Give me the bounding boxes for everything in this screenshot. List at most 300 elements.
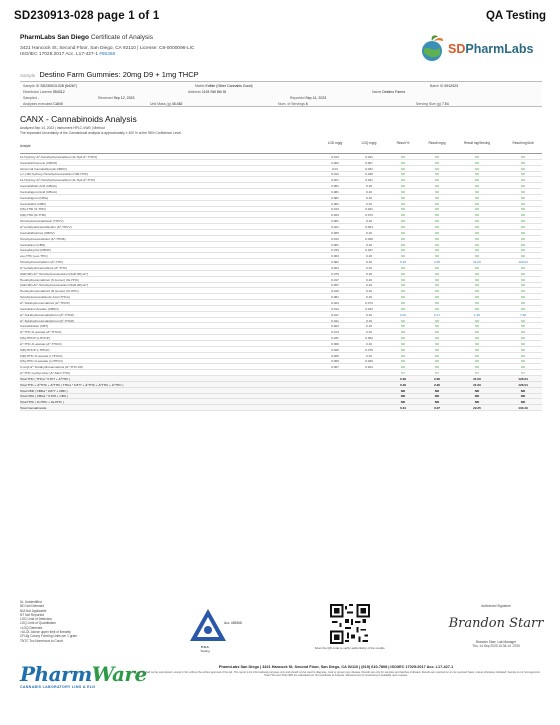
cell-pct: NT [400, 371, 406, 376]
cell-loq: 0.16 [365, 195, 373, 200]
cell-pct: ND [400, 359, 406, 364]
cell-an: 3-octyl-Δ⁹-Tetrahydrocannabinol (Δ⁹-THC-C8) [20, 365, 83, 370]
pjla-accreditation [184, 607, 254, 657]
cell-unit: ND [520, 236, 526, 241]
cell-an: exo-THC (exo-THC) [20, 254, 48, 259]
uncertainty-line: The expanded Uncertainty of the Cannabinoid analysis is approximately ± 400 % at the 95% Confidence Level [20, 130, 181, 135]
cell-loq: 0.16 [365, 277, 373, 282]
lab-address [20, 46, 250, 58]
cell-mg: ND [434, 359, 440, 364]
signature-label: Authorized Signature [481, 604, 511, 608]
col-lod: LOD mg/g [327, 141, 343, 145]
cell-an: Δ⁸-tetrahydrocannabivarin (Δ⁸-THCV) [20, 225, 72, 230]
sample-info-box [20, 81, 542, 107]
cell-unit: ND [520, 295, 526, 300]
cell-unit: ND [520, 248, 526, 253]
cell-loq: 0.16 [365, 330, 373, 335]
cell-lod: 0.081 [331, 242, 339, 247]
info-row-3: Sampled - Received Sep 12, 2023 Reported Sep 14, 2023 [23, 96, 327, 100]
cell-an: Tetrahydrocannabinol (Δ⁹-THC) [20, 260, 64, 265]
cell-pct: ND [400, 207, 406, 212]
cannabinoid-table [20, 140, 542, 411]
cell-unit: ND [520, 265, 526, 270]
cell-srv: ND [474, 242, 480, 247]
col-result-unit: Result mg/Unit [512, 141, 534, 145]
cell-srv: ND [474, 271, 480, 276]
cell-srv: ND [474, 219, 480, 224]
cell-loq: 0.039 [365, 236, 373, 241]
cell-unit: ND [520, 341, 526, 346]
cell-an: Cannabicyclol (CBDP) [20, 248, 51, 253]
cell-lod: 0.003 [331, 254, 339, 259]
cell-srv: ND [474, 295, 480, 300]
cell-srv: ND [474, 336, 480, 341]
cell-srv: ND [474, 400, 480, 405]
cell-pct: ND [400, 230, 406, 235]
footer-disclaimer: This report shall not be reproduced, except in full, without the written approval of the lab. This report is for informational purposes only and should not be used to diagnose, treat or prevent any disease. Results are only for samples and batches indicated. Results are reported on an 'as received' basis, unless otherwise indicated. Sample is not homogenized. Total THC and Total CBD are calculated per the Certificate of Analysis. Measurement of uncertainty is available upon request. [131, 671, 541, 678]
cell-an: 9(R)-HHC-O-acetate (r-HHCO) [20, 353, 63, 358]
cell-an: Cannabichromene (CBDO) [20, 160, 58, 165]
section-meta [20, 126, 181, 135]
cell-srv: ND [474, 306, 480, 311]
cell-pct: ND [400, 394, 406, 399]
cell-unit: ND [520, 306, 526, 311]
cell-loq: 0.16 [365, 341, 373, 346]
status-label: QA Testing [485, 10, 546, 22]
cell-lod: 0.024 [331, 300, 339, 305]
cell-srv: ND [474, 160, 480, 165]
cell-loq: 0.073 [365, 213, 373, 218]
cell-mg: ND [434, 330, 440, 335]
cell-srv: ND [474, 277, 480, 282]
page-header [14, 10, 546, 26]
cell-loq: 0.16 [365, 353, 373, 358]
lab-name: PharmLabs San Diego [20, 34, 89, 41]
cell-mg: ND [434, 318, 440, 323]
cell-an: Cannabinol Acetate (CBNO) [20, 306, 59, 311]
cell-lod: 0.004 [331, 265, 339, 270]
cell-mg: ND [434, 242, 440, 247]
cell-srv: ND [474, 166, 480, 171]
cell-mg: ND [434, 394, 440, 399]
cell-unit: ND [520, 154, 526, 159]
cell-unit: 126.04 [518, 376, 528, 381]
cell-mg: ND [434, 400, 440, 405]
cell-pct: ND [400, 300, 406, 305]
cell-srv: ND [474, 341, 480, 346]
cell-lod: 0.066 [331, 341, 339, 346]
cell-loq: 0.16 [365, 189, 373, 194]
cell-lod: 0.012 [331, 172, 339, 177]
cell-unit: ND [520, 213, 526, 218]
cell-srv: ND [474, 324, 480, 329]
cell-unit: 133.43 [518, 406, 528, 411]
cell-loq: 0.043 [365, 306, 373, 311]
cell-pct: 0.29 [399, 382, 407, 387]
cell-srv: ND [474, 201, 480, 206]
cell-loq: 0.041 [365, 154, 373, 159]
cell-loq: 0.16 [365, 318, 373, 323]
section-title: CANX - Cannabinoids Analysis [20, 114, 137, 124]
cell-pct: ND [400, 172, 406, 177]
cell-mg: ND [434, 265, 440, 270]
cell-mg: ND [434, 306, 440, 311]
table-header [20, 140, 542, 154]
cell-pct: ND [400, 213, 406, 218]
legend-item: NT Not Reported [20, 612, 45, 617]
cell-an: Δ⁹-tetrahydrocannabinol (Δ⁹-THC) [20, 265, 68, 270]
cell-an: Δ⁸-Tetrahydrocannabinol (Δ⁸-THCP) [20, 300, 70, 305]
qr-code[interactable] [330, 604, 370, 644]
cell-srv: ND [474, 283, 480, 288]
cell-mg: 2.90 [433, 376, 441, 381]
cell-mg: ND [434, 324, 440, 329]
cell-an: Cannabidivarinol (CBDV) [20, 230, 55, 235]
cell-mg: 2.90 [433, 260, 441, 265]
sdpharmlabs-logo [418, 33, 538, 69]
cell-lod: 0.081 [331, 201, 339, 206]
cell-srv: ND [474, 225, 480, 230]
cell-an: Cannabigerol (CBG) [20, 195, 49, 200]
cell-loq: 0.079 [365, 347, 373, 352]
sample-title: Sample Destino Farm Gummies: 20mg D9 + 1mg THCP [20, 70, 199, 79]
legend-item: >ULOL Above upper limit of linearity [20, 630, 71, 635]
cell-unit: ND [520, 359, 526, 364]
cell-loq: 0.16 [365, 271, 373, 276]
cell-srv: ND [474, 230, 480, 235]
cell-an: Δ⁹-THC-O-acetate (Δ⁹-THCO) [20, 341, 62, 346]
cell-lod: 0.013 [331, 207, 339, 212]
cell-pct: ND [400, 365, 406, 370]
cell-mg: ND [434, 178, 440, 183]
cell-unit: ND [520, 400, 526, 405]
cell-srv: 21.00 [473, 260, 481, 265]
cell-lod: 0.005 [331, 230, 339, 235]
cell-loq: 0.16 [365, 260, 373, 265]
cell-unit: ND [520, 353, 526, 358]
cell-unit: ND [520, 289, 526, 294]
pharmware-logo: PharmWare CANNABIS LABORATORY LIMS & ELN [20, 662, 147, 689]
cell-srv: NT [474, 371, 480, 376]
cell-unit: 126.04 [518, 382, 528, 387]
cell-pct: ND [400, 341, 406, 346]
cell-an: Cannabicitran (CBT) [20, 324, 49, 329]
accreditation-link[interactable]: #85368 [99, 52, 116, 57]
cell-lod: 0.01 [331, 166, 339, 171]
col-result-pct: Result % [396, 141, 410, 145]
cell-mg: ND [434, 213, 440, 218]
cell-pct: ND [400, 189, 406, 194]
cell-mg: ND [434, 254, 440, 259]
cell-srv: ND [474, 172, 480, 177]
cell-an: Tetrahydrocannabivarin (THCV) [20, 219, 64, 224]
cell-pct: ND [400, 160, 406, 165]
cell-mg: 3.07 [433, 406, 441, 411]
pjla-acc-number: Acc. #85368 [224, 621, 242, 625]
cell-mg: ND [434, 154, 440, 159]
qr-caption: Scan the QR code to verify authenticity of the results. [314, 646, 386, 650]
cell-loq: 0.16 [365, 265, 373, 270]
cell-pct: ND [400, 184, 406, 189]
cell-pct: ND [400, 271, 406, 276]
cell-lod: 0.003 [331, 324, 339, 329]
legend-item: LOD Limit of Detection [20, 617, 53, 622]
cell-mg: 0.17 [433, 312, 441, 317]
cell-loq: 0.031 [365, 166, 373, 171]
cell-srv: ND [474, 318, 480, 323]
cell-pct: ND [400, 318, 406, 323]
cell-unit: ND [520, 160, 526, 165]
lab-address-line1: 3421 Hancock St, Second Floor, San Diego, CA 92110 | License: C8-0000096-LIC [20, 46, 195, 51]
cell-unit: 126.04 [518, 260, 528, 265]
signatory: Brandon Starr, Lab Manager Thu, 14 Sep 2023 10:34:14 -0700 [472, 640, 520, 648]
cell-pct: ND [400, 283, 406, 288]
cell-unit: ND [520, 283, 526, 288]
cell-mg: ND [434, 353, 440, 358]
cell-lod: 0.081 [331, 219, 339, 224]
cell-unit: ND [520, 178, 526, 183]
cell-loq: 0.16 [365, 254, 373, 259]
analyzed-line: Analyzed Sep 14, 2023 | Instrument HPLC-VWD | Method [20, 126, 105, 130]
cell-srv: 21.00 [473, 382, 481, 387]
cell-loq: 0.16 [365, 289, 373, 294]
cell-pct: ND [400, 154, 406, 159]
info-row-1: Sample ID SD230913-028 (64267) Matrix Edible (Other Cannabis Good) Batch ID 9912023 [23, 84, 459, 88]
cell-loq: 0.007 [365, 160, 373, 165]
cell-lod: 0.081 [331, 260, 339, 265]
info-row-2: Distributor License 554312 Address 1193 SW 8th St Name Destino Farms [23, 90, 406, 94]
cell-mg: ND [434, 300, 440, 305]
col-loq: LOQ mg/g [361, 141, 377, 145]
cell-srv: ND [474, 353, 480, 358]
cell-unit: ND [520, 230, 526, 235]
doc-type: Certificate of Analysis [90, 34, 153, 41]
cell-mg: 2.90 [433, 382, 441, 387]
cell-srv: ND [474, 189, 480, 194]
signature-script: Brandon Starr [448, 616, 544, 631]
cell-unit: ND [520, 324, 526, 329]
logo-wordmark: SDPharmLabs [448, 42, 534, 56]
cell-srv: ND [474, 394, 480, 399]
cell-unit: NT [520, 371, 526, 376]
cell-mg: ND [434, 166, 440, 171]
cell-srv: ND [474, 289, 480, 294]
cell-unit: ND [520, 184, 526, 189]
totals-row [20, 405, 542, 411]
cell-lod: 0.009 [331, 359, 339, 364]
cell-an: (6aR,9R)-Δ¹⁰-Tetrahydrocannabinol (6aR,9R)-Δ¹⁰) [20, 283, 89, 288]
legend-item: ND Not Detected [20, 604, 45, 609]
cell-pct: 0.29 [399, 376, 407, 381]
cell-unit: ND [520, 347, 526, 352]
cell-an: Abnormal Cannabidiol (ab-CBDO) [20, 166, 67, 171]
cell-an: Total HHC ( 9r-HHC + 9s-HHC ) [20, 400, 64, 405]
cell-an: 11-Hydroxy-Δ⁸-Tetrahydrocannabinol (11-Hyd-Δ⁸-THC) [20, 178, 96, 183]
cell-lod: 0.014 [331, 306, 339, 311]
cell-pct: ND [400, 242, 406, 247]
cell-unit: ND [520, 300, 526, 305]
cell-lod: 0.081 [331, 184, 339, 189]
cell-unit: ND [520, 219, 526, 224]
cell-pct: ND [400, 225, 406, 230]
cell-mg: NT [434, 371, 440, 376]
pjla-seal-icon [188, 607, 228, 645]
footer-address: PharmLabs San Diego | 3421 Hancock St, Second Floor, San Diego, CA 92110 | (619) 610-7808 | ISO/IEC 17025:2017 Acc. L17-427-1 [218, 665, 454, 669]
cell-lod: 0.081 [331, 189, 339, 194]
col-result-serving: Result mg/Serving [463, 141, 491, 145]
cell-an: Total CBG ( CBGa * 0.878 + CBG ) [20, 394, 69, 399]
cell-pct: ND [400, 236, 406, 241]
cell-unit: ND [520, 277, 526, 282]
legend-item: CFU/g Colony Forming Units per 1 gram [20, 634, 78, 639]
cell-pct: ND [400, 295, 406, 300]
cell-loq: 0.047 [365, 248, 373, 253]
cell-mg: ND [434, 283, 440, 288]
cell-unit: ND [520, 195, 526, 200]
cell-lod: 0.081 [331, 195, 339, 200]
cell-mg: ND [434, 160, 440, 165]
cell-unit: ND [520, 330, 526, 335]
cell-an: Cannabidiol (CBD) [20, 201, 46, 206]
cell-lod: 0.057 [331, 283, 339, 288]
pjla-label: PJLA Testing [200, 645, 210, 653]
cell-srv: ND [474, 236, 480, 241]
cell-mg: ND [434, 341, 440, 346]
cell-mg: ND [434, 271, 440, 276]
cell-srv: ND [474, 184, 480, 189]
cell-mg: ND [434, 201, 440, 206]
cell-loq: 0.073 [365, 300, 373, 305]
cell-pct: ND [400, 347, 406, 352]
cell-pct: ND [400, 330, 406, 335]
cell-pct: ND [400, 336, 406, 341]
cell-unit: ND [520, 201, 526, 206]
cell-mg: ND [434, 207, 440, 212]
cell-srv: ND [474, 300, 480, 305]
cell-lod: 0.015 [331, 248, 339, 253]
cell-pct: ND [400, 324, 406, 329]
cell-unit: ND [520, 318, 526, 323]
cell-loq: 0.16 [365, 184, 373, 189]
cell-an: Δ⁸-THC-O-acetate (Δ⁸-THCO) [20, 330, 62, 335]
cell-an: Cannabigerol Acid (CBGA) [20, 189, 57, 194]
col-result-mg: Result mg/g [428, 141, 446, 145]
cell-srv: ND [474, 195, 480, 200]
cell-srv: ND [474, 213, 480, 218]
cell-mg: ND [434, 289, 440, 294]
cell-unit: ND [520, 172, 526, 177]
cell-mg: ND [434, 230, 440, 235]
cell-srv: ND [474, 330, 480, 335]
cell-an: (6aR,9R)-Δ¹⁰-Tetrahydrocannabinol (6aR,9R)-Δ¹⁰) [20, 271, 89, 276]
cell-an: Δ⁹-Tetrahydrocannabiphorol (Δ⁹-THCP) [20, 312, 75, 317]
cell-mg: ND [434, 347, 440, 352]
cell-srv: 22.25 [473, 406, 481, 411]
cell-pct: ND [400, 388, 406, 393]
cell-lod: 0.021 [331, 225, 339, 230]
cell-mg: ND [434, 277, 440, 282]
cell-loq: 0.16 [365, 201, 373, 206]
cell-lod: 0.081 [331, 295, 339, 300]
legend-item: <LOQ Detected [20, 625, 43, 630]
cell-pct: 0.02 [399, 312, 407, 317]
legend-item: TNTC Too Numerous to Count [20, 638, 63, 643]
col-analyte: Analyte [20, 144, 31, 148]
cell-lod: 0.017 [331, 277, 339, 282]
cell-lod: 0.017 [331, 312, 339, 317]
cell-unit: ND [520, 225, 526, 230]
cell-unit: ND [520, 365, 526, 370]
cell-unit: ND [520, 207, 526, 212]
cell-loq: 0.16 [365, 242, 373, 247]
cell-srv: ND [474, 178, 480, 183]
cell-srv: ND [474, 388, 480, 393]
cell-srv: ND [474, 365, 480, 370]
cell-unit: ND [520, 254, 526, 259]
cell-srv: 1.25 [473, 312, 481, 317]
cell-loq: 0.16 [365, 295, 373, 300]
cell-unit: ND [520, 166, 526, 171]
cell-pct: ND [400, 178, 406, 183]
cell-pct: ND [400, 400, 406, 405]
abbreviation-legend [20, 600, 120, 643]
cell-unit: ND [520, 394, 526, 399]
globe-leaf-icon [418, 33, 450, 65]
cell-loq: 0.204 [365, 365, 373, 370]
table-body [20, 154, 542, 376]
cell-lod: 0.013 [331, 154, 339, 159]
cell-an: 9(R)-THD (R-THD) [20, 213, 46, 218]
cell-an: 9(S)-HHCP (s-HHCP) [20, 336, 50, 341]
cell-an: Δ⁸-Tetrahydrocannabiphorol (Δ⁸-THCP) [20, 318, 75, 323]
cell-loq: 0.031 [365, 178, 373, 183]
cell-pct: ND [400, 166, 406, 171]
sample-code: SD230913-028 page 1 of 1 [14, 10, 160, 22]
cell-mg: ND [434, 295, 440, 300]
cell-pct: 0.31 [399, 406, 407, 411]
cell-mg: ND [434, 365, 440, 370]
cell-an: Cannabidiolic Acid (CBDA) [20, 184, 57, 189]
cell-loq: 0.16 [365, 230, 373, 235]
cell-loq: 0.020 [365, 359, 373, 364]
cell-pct: ND [400, 289, 406, 294]
cell-lod: 0.013 [331, 236, 339, 241]
cell-loq: 0.16 [365, 312, 373, 317]
cell-srv: ND [474, 265, 480, 270]
cell-an: Tetrahydrocannabutol (Δ⁹-THCB) [20, 236, 66, 241]
cell-unit: ND [520, 388, 526, 393]
cell-mg: ND [434, 184, 440, 189]
cell-pct: 0.29 [399, 260, 407, 265]
cell-lod: 0.007 [331, 178, 339, 183]
cell-loq: 0.094 [365, 336, 373, 341]
cell-lod: 0.074 [331, 330, 339, 335]
cell-mg: ND [434, 336, 440, 341]
cell-an: Total THC ( THCa * 0.877 + Δ⁹THC ) [20, 376, 71, 381]
legend-item: UL Unidentified [20, 600, 42, 604]
cell-an: (+/-)-9R-hydroxy-Hexahydrocannabinol (9R-HHC) [20, 172, 89, 177]
cell-mg: ND [434, 172, 440, 177]
cell-lod: 0.041 [331, 318, 339, 323]
cell-lod: 0.075 [331, 271, 339, 276]
cell-pct: ND [400, 306, 406, 311]
cell-pct: ND [400, 277, 406, 282]
cell-mg: ND [434, 225, 440, 230]
cell-srv: ND [474, 248, 480, 253]
lab-title [20, 34, 153, 41]
info-row-4: Analyses executed CANX Unit Mass (g) 45.482 Num. of Servings 6 Serving Size (g) 7.54 [23, 102, 449, 106]
cell-mg: ND [434, 388, 440, 393]
